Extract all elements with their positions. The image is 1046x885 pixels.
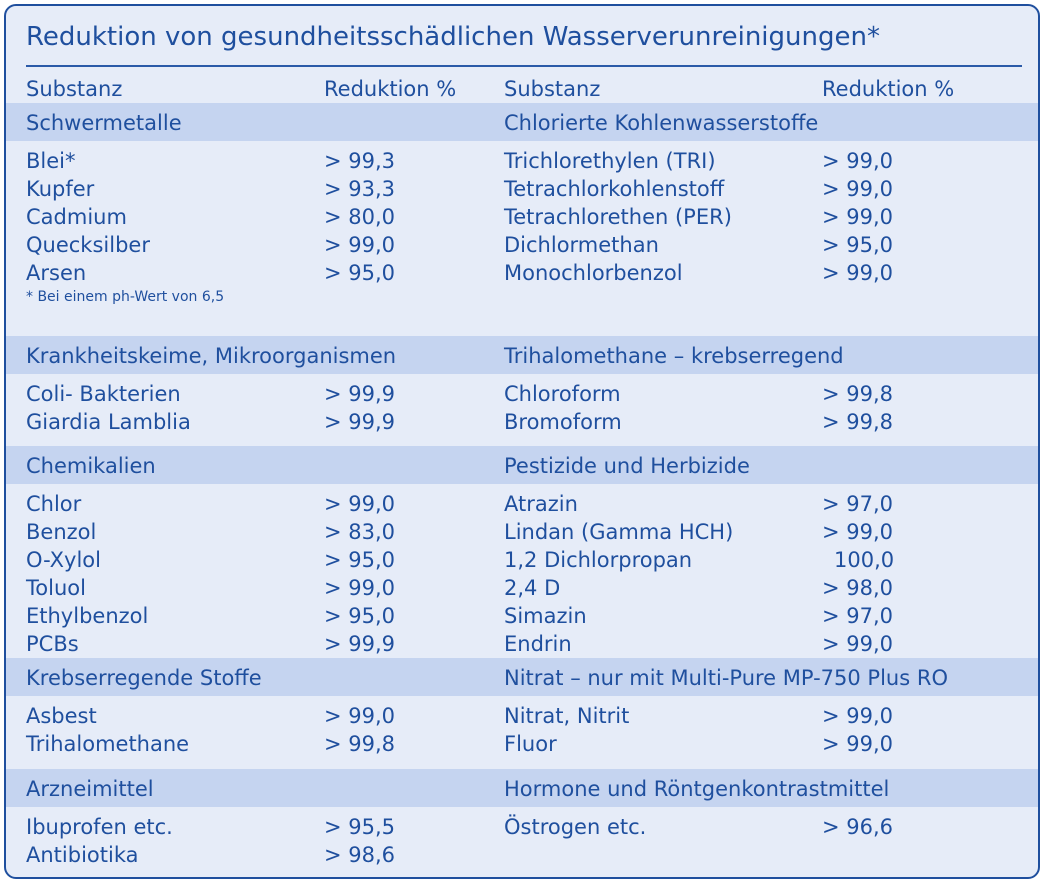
substance-name: O-Xylol — [26, 548, 101, 572]
reduction-value: > 99,0 — [324, 233, 396, 257]
reduction-value: > 97,0 — [822, 492, 894, 516]
substance-name: Ibuprofen etc. — [26, 815, 173, 839]
header-left-reduction: Reduktion % — [324, 77, 457, 101]
reduction-value: > 99,0 — [324, 492, 396, 516]
substance-name: Endrin — [504, 632, 572, 656]
reduction-value: > 97,0 — [822, 604, 894, 628]
substance-name: Blei* — [26, 149, 76, 173]
substance-name: Tetrachlorkohlenstoff — [504, 177, 725, 201]
reduction-value: > 99,0 — [822, 520, 894, 544]
substance-name: Chloroform — [504, 382, 621, 406]
reduction-value: > 99,0 — [822, 732, 894, 756]
reduction-value: > 99,9 — [324, 382, 396, 406]
section-label-right: Trihalomethane – krebserregend — [504, 344, 844, 368]
reduction-value: > 99,8 — [324, 732, 396, 756]
reduction-value: > 99,0 — [822, 261, 894, 285]
reduction-value: > 93,3 — [324, 177, 396, 201]
substance-name: 1,2 Dichlorpropan — [504, 548, 693, 572]
section-label-right: Hormone und Röntgenkontrastmittel — [504, 777, 890, 801]
substance-name: Arsen — [26, 261, 87, 285]
section-label-left: Chemikalien — [26, 454, 156, 478]
substance-name: Benzol — [26, 520, 97, 544]
substance-name: 2,4 D — [504, 576, 561, 600]
substance-name: Trichlorethylen (TRI) — [504, 149, 716, 173]
section-label-right: Pestizide und Herbizide — [504, 454, 750, 478]
reduction-value: > 96,6 — [822, 815, 894, 839]
substance-name: Atrazin — [504, 492, 578, 516]
reduction-value: > 98,6 — [324, 843, 396, 867]
section-label-left: Schwermetalle — [26, 111, 182, 135]
substance-name: Nitrat, Nitrit — [504, 704, 630, 728]
reduction-value: > 98,0 — [822, 576, 894, 600]
substance-name: Kupfer — [26, 177, 95, 201]
reduction-value: > 99,0 — [822, 704, 894, 728]
substance-name: Lindan (Gamma HCH) — [504, 520, 734, 544]
section-label-left: Krankheitskeime, Mikroorganismen — [26, 344, 397, 368]
reduction-value: > 83,0 — [324, 520, 396, 544]
section-label-left: Krebserregende Stoffe — [26, 666, 262, 690]
substance-name: PCBs — [26, 632, 79, 656]
reduction-value: > 95,5 — [324, 815, 396, 839]
substance-name: Monochlorbenzol — [504, 261, 683, 285]
header-left-substance: Substanz — [26, 77, 123, 101]
reduction-value: > 99,9 — [324, 632, 396, 656]
substance-name: Toluol — [26, 576, 86, 600]
substance-name: Asbest — [26, 704, 97, 728]
substance-name: Cadmium — [26, 205, 127, 229]
substance-name: Simazin — [504, 604, 587, 628]
reduction-value: > 99,0 — [822, 632, 894, 656]
reduction-value: > 95,0 — [324, 604, 396, 628]
reduction-value: > 99,0 — [822, 149, 894, 173]
title-divider — [26, 65, 1022, 67]
substance-name: Fluor — [504, 732, 557, 756]
reduction-value: > 80,0 — [324, 205, 396, 229]
reduction-value: > 99,8 — [822, 410, 894, 434]
reduction-table-panel — [4, 4, 1040, 879]
substance-name: Quecksilber — [26, 233, 150, 257]
substance-name: Coli- Bakterien — [26, 382, 181, 406]
table-title: Reduktion von gesundheitsschädlichen Wasserverunreinigungen* — [26, 22, 880, 52]
reduction-value: > 99,0 — [324, 704, 396, 728]
substance-name: Tetrachlorethen (PER) — [504, 205, 732, 229]
reduction-value: > 99,3 — [324, 149, 396, 173]
reduction-value: > 95,0 — [324, 261, 396, 285]
substance-name: Trihalomethane — [26, 732, 190, 756]
reduction-value: 100,0 — [834, 548, 895, 572]
reduction-value: > 99,0 — [324, 576, 396, 600]
section-label-left: Arzneimittel — [26, 777, 154, 801]
section-label-right: Chlorierte Kohlenwasserstoffe — [504, 111, 819, 135]
reduction-value: > 95,0 — [822, 233, 894, 257]
header-right-reduction: Reduktion % — [822, 77, 955, 101]
substance-name: Antibiotika — [26, 843, 139, 867]
substance-name: Giardia Lamblia — [26, 410, 191, 434]
reduction-value: > 99,8 — [822, 382, 894, 406]
substance-name: Bromoform — [504, 410, 622, 434]
substance-name: Dichlormethan — [504, 233, 659, 257]
section-label-right: Nitrat – nur mit Multi-Pure MP-750 Plus RO — [504, 666, 948, 690]
reduction-value: > 95,0 — [324, 548, 396, 572]
footnote: * Bei einem ph-Wert von 6,5 — [26, 289, 225, 305]
reduction-value: > 99,0 — [822, 177, 894, 201]
substance-name: Chlor — [26, 492, 82, 516]
substance-name: Ethylbenzol — [26, 604, 149, 628]
reduction-value: > 99,9 — [324, 410, 396, 434]
substance-name: Östrogen etc. — [504, 815, 647, 839]
reduction-value: > 99,0 — [822, 205, 894, 229]
header-right-substance: Substanz — [504, 77, 601, 101]
